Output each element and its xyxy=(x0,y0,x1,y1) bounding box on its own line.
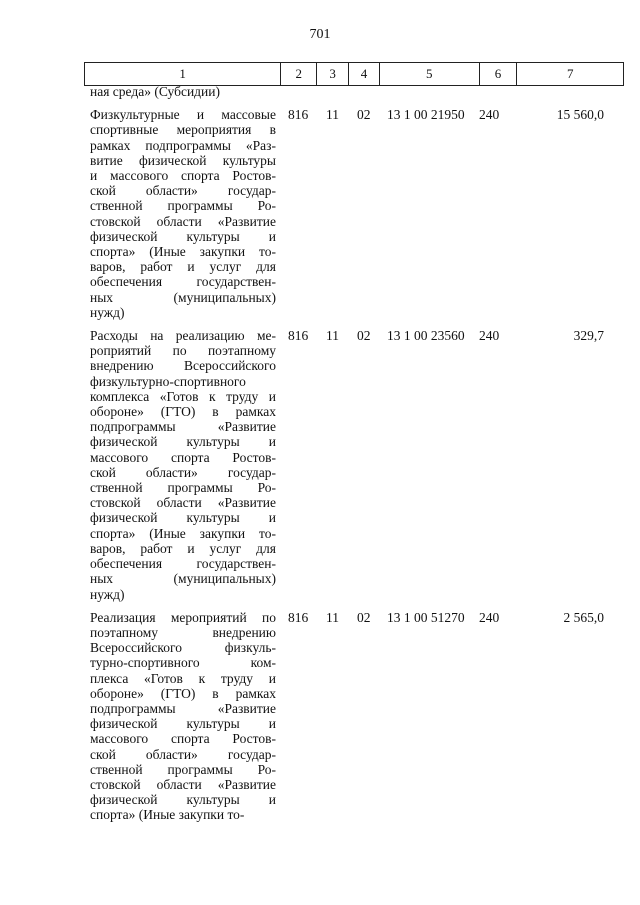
description-line: варов, работ и услуг для xyxy=(90,540,276,556)
code-subsection: 02 xyxy=(357,609,371,625)
description-line: физической культуры и xyxy=(90,434,276,450)
description-line: нужд) xyxy=(90,586,125,602)
code-subsection: 02 xyxy=(357,107,371,123)
description-line: спортивные мероприятия в xyxy=(90,122,276,138)
code-section: 11 xyxy=(326,328,339,344)
code-expense-type: 240 xyxy=(479,107,500,123)
description-line: массового спорта Ростов- xyxy=(90,731,276,747)
column-header-3: 3 xyxy=(317,63,349,85)
table-row xyxy=(90,84,606,99)
description-line: обеспечения государствен- xyxy=(90,556,276,572)
description-line: ственной программы Ро- xyxy=(90,480,276,496)
code-ministry: 816 xyxy=(288,107,309,123)
code-section: 11 xyxy=(326,107,339,123)
description-line: варов, работ и услуг для xyxy=(90,259,276,275)
column-header-5: 5 xyxy=(380,63,480,85)
column-header-7: 7 xyxy=(566,66,574,81)
code-target-article: 13 1 00 23560 xyxy=(387,328,465,344)
description-line: нужд) xyxy=(90,304,125,320)
code-expense-type: 240 xyxy=(479,609,500,625)
description-line: плекса «Готов к труду и xyxy=(90,670,276,686)
description-line: ской области» государ- xyxy=(90,746,276,762)
description-line: массового спорта Ростов- xyxy=(90,449,276,465)
table-body xyxy=(90,84,606,823)
description-line: и массового спорта Ростов- xyxy=(90,168,276,184)
description-line: Физкультурные и массовые xyxy=(90,107,276,123)
row-description xyxy=(90,107,276,320)
description-line: Реализация мероприятий по xyxy=(90,609,276,625)
row-description xyxy=(90,610,276,823)
description-line: ственной программы Ро- xyxy=(90,198,276,214)
table-row xyxy=(90,107,606,320)
description-line: стовской области «Развитие xyxy=(90,776,276,792)
table-row xyxy=(90,328,606,602)
description-line: Всероссийского физкуль- xyxy=(90,640,276,656)
code-ministry: 816 xyxy=(288,609,309,625)
code-ministry: 816 xyxy=(288,328,309,344)
amount: 329,7 xyxy=(573,328,604,344)
table-row xyxy=(90,610,606,823)
description-line: физической культуры и xyxy=(90,716,276,732)
description-line: витие физической культуры xyxy=(90,152,276,168)
code-section: 11 xyxy=(326,609,339,625)
description-line: обороне» (ГТО) в рамках xyxy=(90,404,276,420)
table-header-row xyxy=(84,62,624,86)
code-expense-type: 240 xyxy=(479,328,500,344)
description-line: обороне» (ГТО) в рамках xyxy=(90,685,276,701)
description-line: поэтапному внедрению xyxy=(90,624,276,640)
code-target-article: 13 1 00 21950 xyxy=(387,107,465,123)
row-values xyxy=(90,107,606,123)
description-line: подпрограммы «Развитие xyxy=(90,700,276,716)
description-line: Расходы на реализацию ме- xyxy=(90,328,276,344)
description-line: ных (муниципальных) xyxy=(90,571,276,587)
description-line: спорта» (Иные закупки то- xyxy=(90,525,276,541)
page-number: 701 xyxy=(309,27,331,42)
description-line: ской области» государ- xyxy=(90,464,276,480)
description-line: обеспечения государствен- xyxy=(90,274,276,290)
description-line: ная среда» (Субсидии) xyxy=(90,84,220,99)
row-values xyxy=(90,328,606,344)
description-line: внедрению Всероссийского xyxy=(90,358,276,374)
code-target-article: 13 1 00 51270 xyxy=(387,609,465,625)
column-header-4: 4 xyxy=(349,63,380,85)
description-line: физической культуры и xyxy=(90,510,276,526)
description-line: комплекса «Готов к труду и xyxy=(90,388,276,404)
description-line: ных (муниципальных) xyxy=(90,289,276,305)
description-line: спорта» (Иные закупки то- xyxy=(90,807,245,823)
description-line: физкультурно-спортивного xyxy=(90,373,246,389)
description-line: турно-спортивного ком- xyxy=(90,655,276,671)
description-line: роприятий по поэтапному xyxy=(90,343,276,359)
column-header-1: 1 xyxy=(85,63,281,85)
description-line: физической культуры и xyxy=(90,792,276,808)
row-description xyxy=(90,328,276,602)
description-line: подпрограммы «Развитие xyxy=(90,419,276,435)
amount: 2 565,0 xyxy=(563,609,604,625)
description-line: спорта» (Иные закупки то- xyxy=(90,244,276,260)
description-line: стовской области «Развитие xyxy=(90,495,276,511)
description-line: ственной программы Ро- xyxy=(90,761,276,777)
row-description xyxy=(90,84,276,99)
description-line: ской области» государ- xyxy=(90,183,276,199)
description-line: стовской области «Развитие xyxy=(90,213,276,229)
description-line: рамках подпрограммы «Раз- xyxy=(90,137,276,153)
amount: 15 560,0 xyxy=(556,107,604,123)
column-header-6: 6 xyxy=(480,63,518,85)
code-subsection: 02 xyxy=(357,328,371,344)
column-header-2: 2 xyxy=(281,63,317,85)
description-line: физической культуры и xyxy=(90,228,276,244)
row-values xyxy=(90,610,606,626)
